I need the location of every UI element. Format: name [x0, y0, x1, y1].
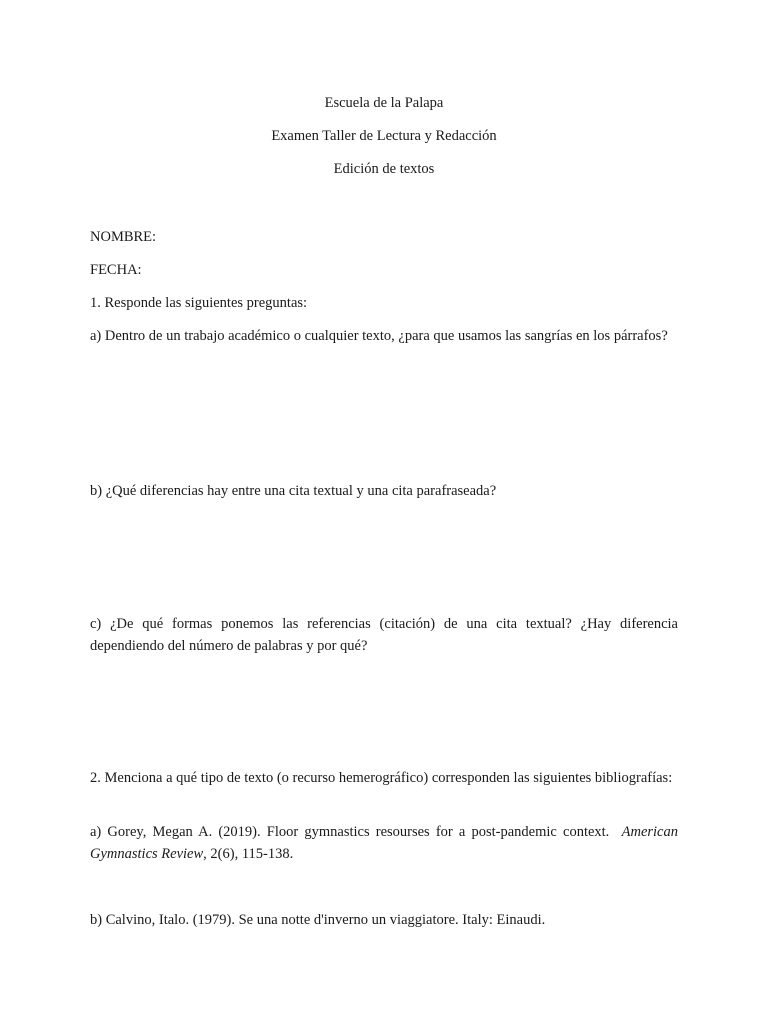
- name-label: NOMBRE:: [90, 229, 157, 245]
- question-b: b) ¿Qué diferencias hay entre una cita textual y una cita parafraseada?: [90, 483, 497, 499]
- date-label: FECHA:: [90, 262, 142, 278]
- exam-title: Examen Taller de Lectura y Redacción: [271, 128, 497, 144]
- school-name: Escuela de la Palapa: [324, 95, 444, 111]
- question-c: c) ¿De qué formas ponemos las referencias (citación) de una cita textual? ¿Hay diferencia dependiendo del número de palabras y por qué?: [90, 616, 678, 654]
- bibliography-b: b) Calvino, Italo. (1979). Se una notte d'inverno un viaggiatore. Italy: Einaudi.: [90, 912, 546, 928]
- section2-instruction: 2. Menciona a qué tipo de texto (o recurso hemerográfico) corresponden las siguientes bibliografías:: [90, 770, 673, 786]
- section1-instruction: 1. Responde las siguientes preguntas:: [90, 295, 308, 311]
- bibliography-a-prefix: a) Gorey, Megan A. (2019). Floor gymnastics resourses for a post-pandemic context.: [90, 824, 610, 840]
- question-a: a) Dentro de un trabajo académico o cualquier texto, ¿para que usamos las sangrías en los párrafos?: [90, 328, 668, 344]
- subject-title: Edición de textos: [333, 161, 435, 177]
- bibliography-a-journal: American Gymnastics Review: [90, 824, 678, 862]
- bibliography-a-suffix: , 2(6), 115-138.: [203, 846, 294, 862]
- bibliography-a: [90, 821, 678, 865]
